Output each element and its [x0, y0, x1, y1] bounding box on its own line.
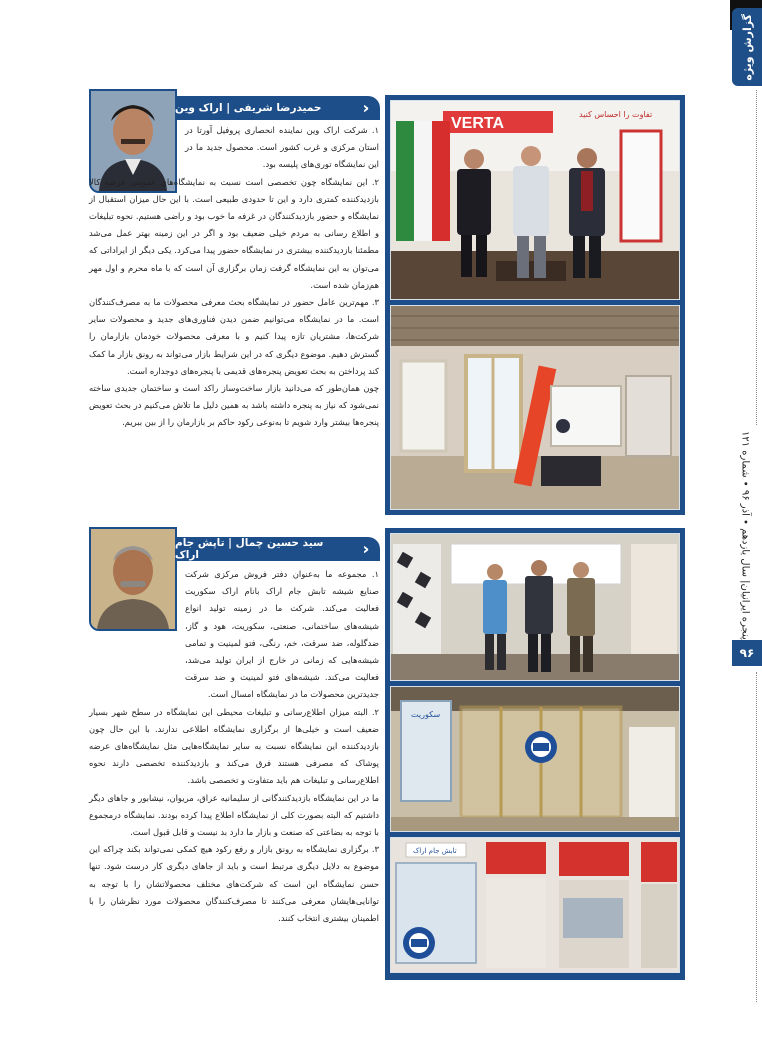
article-1-paragraph: ۱. شرکت اراک وین نماینده انحصاری پروفیل آورتا در استان مرکزی و غرب کشور است. محصول جدید ما در این نمایشگاه توری‌های پلیسه بود.: [185, 125, 379, 170]
edge-divider: [756, 90, 757, 425]
photo-booth-entrance: [390, 837, 680, 973]
article-1-paragraph: ۲. این نمایشگاه چون تخصصی است نسبت به نمایشگاه‌های عمومی عرضه کالا بازدیدکننده کمتری دارد و این تا حدودی طبیعی است. با این حال میزان استقبال از نمایشگاه و حضور بازدیدکنندگان در غرفه ما خوب بود و راضی هستیم. نحوه تبلیغات و اطلاع رسانی به مردم خیلی ضعیف بود و اگر در این زمینه بهتر عمل می‌شد مطمئنا بازدیدکننده بیشتری در نمایشگاه حضور پیدا می‌کرد. یکی دیگر از ایراداتی که می‌توان به این نمایشگاه گرفت زمان برگزاری آن است که با ماه محرم و اول مهر هم‌زمان شده است.: [89, 176, 379, 290]
booth-sign-text: VERTA: [451, 115, 505, 132]
booth-tabesh-illustration: [391, 534, 679, 680]
article-2-paragraph: ۱. مجموعه ما به‌عنوان دفتر فروش مرکزی شرکت صنایع شیشه تابش جام اراک بانام اراک سکوریت فعالیت می‌کند. شرکت ما در زمینه تولید انواع شیشه‌های ساختمانی، صنعتی، سکوریت، هود و گاز، ضدگلوله، ضد سرقت، خم، رنگی، فتو لمینیت و تمامی شیشه‌هایی که زمانی در خارج از ایران تولید می‌شد، فعالیت می‌کند. شیشه‌های فتو لمینیت و ضد سرقت جدیدترین محصولات ما در نمایشگاه امسال است.: [185, 569, 379, 700]
article-1-title: حمیدرضا شریفی | اراک وین: [175, 102, 322, 114]
photo-booth-tabesh: [390, 533, 680, 681]
photo-column-1: [385, 95, 685, 515]
booth-slogan-text: تفاوت را احساس کنید: [579, 110, 653, 119]
photo-booth-windows: [390, 305, 680, 510]
article-1-paragraph: چون همان‌طور که می‌دانید بازار ساخت‌وساز راکد است و ساختمان جدیدی ساخته نمی‌شود که نیاز به پنجره داشته باشد به همین دلیل ما تلاش می‌کنیم در بحث تعویض پنجره‌ها بیشتر وارد شویم تا به‌نوعی رکود حاکم بر بازارمان را از بین ببریم.: [89, 383, 379, 428]
magazine-info: پنجره ایرانیان| سال یازدهم • آذر ۹۶ • شماره ۱۲۱: [739, 430, 751, 640]
article-2-paragraph: ما در این نمایشگاه بازدیدکنندگانی از سلیمانیه عراق، مریوان، نیشابور و جاهای دیگر داشتیم که البته بصورت کلی از نمایشگاه اطلاع پیدا کرده بودند. نمایشگاه درمجموع با توجه به بضاعتی که صنعت و بازار ما دارد بد نیست و قابل قبول است.: [89, 792, 379, 838]
booth-windows-illustration: [391, 306, 679, 509]
booth-badge-text: سکوریت: [411, 710, 441, 719]
article-2-title: سید حسین چمال | تاپش جام اراک: [175, 537, 324, 561]
article-2-header: [175, 537, 380, 561]
section-label: گزارش ویژه: [740, 13, 754, 81]
article-2-paragraph: ۳. برگزاری نمایشگاه به رونق بازار و رفع رکود هیچ کمکی نمی‌تواند بکند چراکه این موضوع به دلایل دیگری مرتبط است و باید از جاهای دیگری کار درست شود. تنها حسن نمایشگاه این است که شرکت‌های مختلف محصولاتشان را با توجه به توانایی‌هایشان معرفی می‌کنند تا مصرف‌کنندگان محصولات مورد نظرشان را با اطمینان بیشتری انتخاب کنند.: [89, 844, 379, 924]
article-2-paragraph: ۲. البته میزان اطلاع‌رسانی و تبلیغات محیطی این نمایشگاه در سطح شهر بسیار ضعیف است و خیلی‌ها از برگزاری نمایشگاه اطلاعی ندارند. با این حال چون بازدیدکننده این نمایشگاه نسبت به سایر نمایشگاه‌هایی مثل نمایشگاه‌های عرضه پوشاک که مصرفی هستند فرق می‌کند و بازدیدکننده تخصصی دارند نحوه اطلاع‌رسانی و تبلیغات هم باید متفاوت و تخصصی باشد.: [89, 706, 379, 786]
photo-booth-verta: [390, 100, 680, 300]
article-1-body: [89, 122, 379, 432]
edge-divider: [756, 672, 757, 1002]
article-1-paragraph: ۳. مهم‌ترین عامل حضور در نمایشگاه بحث معرفی محصولات ما به مصرف‌کنندگان است. ما در نمایشگاه می‌توانیم ضمن دیدن فناوری‌های جدید و محصولات سایر شرکت‌ها، مشتریان تازه پیدا کنیم و با معرفی محصولات خودمان بازارمان را گسترش دهیم. موضوع دیگری که در این شرایط بازار می‌تواند به رونق بازار ما کمک کند پرداختن به بحث تعویض پنجره‌های قدیمی با پنجره‌های دوجداره است.: [89, 297, 379, 376]
section-tab: [732, 8, 762, 86]
booth-sign-2-text: تابش جام اراک: [413, 847, 457, 855]
photo-column-2: [385, 528, 685, 980]
booth-glass-illustration: [391, 687, 679, 831]
article-1-header: [175, 96, 380, 120]
article-2-body: [89, 566, 379, 927]
photo-booth-glass: [390, 686, 680, 832]
page-number: ۹۶: [732, 640, 762, 666]
booth-entrance-illustration: [391, 838, 679, 972]
chevron-right-icon: ›››: [362, 99, 364, 117]
booth-verta-illustration: [391, 101, 679, 299]
chevron-right-icon: ›››: [362, 540, 364, 558]
